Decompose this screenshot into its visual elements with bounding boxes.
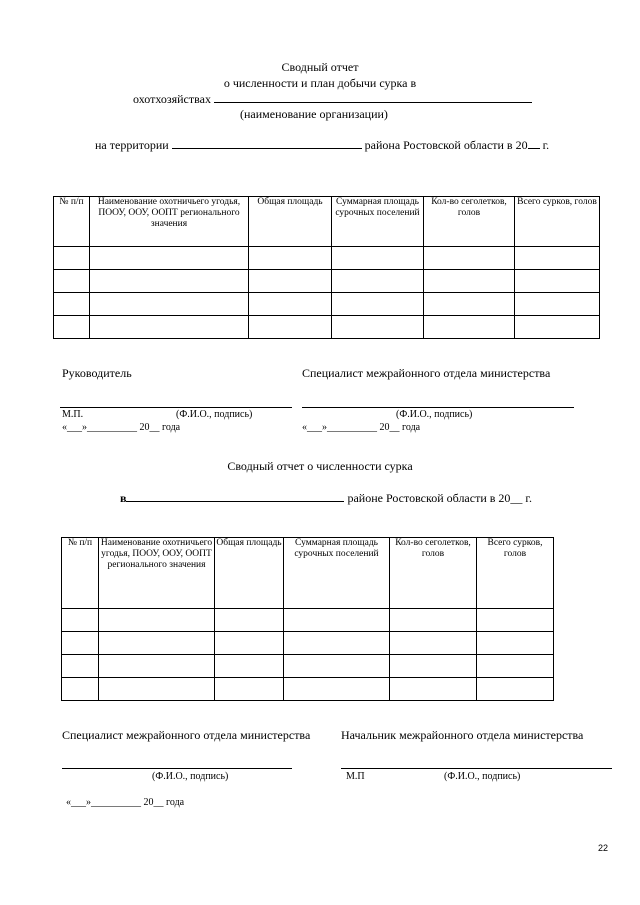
column-header: Наименование охотничьего угодья, ПООУ, ООУ, ООПТ регионального значения <box>99 538 215 609</box>
table-row <box>62 609 554 632</box>
report1-territory-year-end: г. <box>542 138 550 152</box>
column-header: Общая площадь <box>215 538 284 609</box>
report1-org-prefix: охотхозяйствах <box>133 92 211 106</box>
table-cell <box>99 609 215 632</box>
table-cell <box>99 632 215 655</box>
table-cell <box>284 609 390 632</box>
report1-date-left: «___»__________ 20__ года <box>62 422 181 433</box>
table-cell <box>62 632 99 655</box>
report2-district-blank <box>126 489 344 502</box>
table-cell <box>215 678 284 701</box>
table-cell <box>54 270 90 293</box>
report2-sign-right-line <box>341 768 612 769</box>
table-row <box>62 655 554 678</box>
report1-date-right: «___»__________ 20__ года <box>302 422 421 433</box>
report1-org-blank <box>214 90 532 103</box>
report2-date: «___»__________ 20__ года <box>66 797 185 808</box>
table-cell <box>477 655 554 678</box>
column-header: Наименование охотничьего угодья, ПООУ, ООУ, ООПТ регионального значения <box>90 197 249 247</box>
table-header-row <box>62 538 554 609</box>
table-cell <box>390 609 477 632</box>
table-row <box>54 270 600 293</box>
table-cell <box>90 316 249 339</box>
table-cell <box>284 632 390 655</box>
table-cell <box>215 655 284 678</box>
table-cell <box>90 247 249 270</box>
report1-sign-right-title: Специалист межрайонного отдела министерства <box>302 366 551 380</box>
table-cell <box>284 655 390 678</box>
table-row <box>62 678 554 701</box>
table-cell <box>99 655 215 678</box>
table-cell <box>249 270 332 293</box>
report2-sign-left-title: Специалист межрайонного отдела министерства <box>62 728 311 742</box>
report1-territory-suffix: района Ростовской области в 20 <box>364 138 528 152</box>
report2-district-line <box>120 489 532 506</box>
report2-title: Сводный отчет о численности сурка <box>227 459 413 473</box>
report1-territory-blank <box>172 136 362 149</box>
report2-district-suffix: районе Ростовской области в 20__ г. <box>347 491 532 505</box>
report1-territory-prefix: на территории <box>95 138 169 152</box>
report1-year-blank <box>528 136 540 149</box>
column-header: Общая площадь <box>249 197 332 247</box>
table-cell <box>424 316 515 339</box>
table-cell <box>515 316 600 339</box>
column-header: Суммарная площадь сурочных поселений <box>284 538 390 609</box>
table-cell <box>215 632 284 655</box>
table-cell <box>424 293 515 316</box>
table-row <box>54 293 600 316</box>
report2-district-prefix: в <box>120 491 127 505</box>
table-cell <box>249 316 332 339</box>
report2-table <box>61 537 554 701</box>
table-cell <box>90 270 249 293</box>
table-row <box>62 632 554 655</box>
column-header: Всего сурков, голов <box>515 197 600 247</box>
table-cell <box>477 609 554 632</box>
column-header: Кол-во сеголетков, голов <box>390 538 477 609</box>
column-header: № п/п <box>54 197 90 247</box>
table-cell <box>249 293 332 316</box>
report1-sign-left-fio: (Ф.И.О., подпись) <box>176 409 253 420</box>
table-cell <box>62 609 99 632</box>
column-header: Всего сурков, голов <box>477 538 554 609</box>
table-cell <box>62 655 99 678</box>
column-header: Суммарная площадь сурочных поселений <box>332 197 424 247</box>
table-cell <box>54 316 90 339</box>
table-cell <box>390 632 477 655</box>
table-cell <box>390 678 477 701</box>
table-row <box>54 316 600 339</box>
report1-sign-right-fio: (Ф.И.О., подпись) <box>396 409 473 420</box>
report1-sign-left-title: Руководитель <box>62 366 132 380</box>
table-cell <box>332 293 424 316</box>
column-header: Кол-во сеголетков, голов <box>424 197 515 247</box>
table-cell <box>99 678 215 701</box>
table-cell <box>515 293 600 316</box>
report1-territory-line <box>95 136 549 153</box>
table-cell <box>215 609 284 632</box>
table-cell <box>332 247 424 270</box>
report2-sign-right-mp: М.П <box>346 771 365 782</box>
column-header: № п/п <box>62 538 99 609</box>
table-cell <box>390 655 477 678</box>
page-number: 22 <box>598 843 609 853</box>
report2-sign-left-fio: (Ф.И.О., подпись) <box>152 771 229 782</box>
table-cell <box>284 678 390 701</box>
table-cell <box>332 270 424 293</box>
report1-org-line <box>133 90 532 107</box>
report1-sign-right-line <box>302 407 574 408</box>
report2-sign-left-line <box>62 768 292 769</box>
table-cell <box>424 247 515 270</box>
table-cell <box>515 270 600 293</box>
table-cell <box>249 247 332 270</box>
table-header-row <box>54 197 600 247</box>
report2-sign-right-title: Начальник межрайонного отдела министерства <box>341 728 584 742</box>
table-cell <box>424 270 515 293</box>
report1-sign-left-line <box>60 407 292 408</box>
report1-org-caption: (наименование организации) <box>240 107 388 121</box>
table-cell <box>515 247 600 270</box>
table-cell <box>332 316 424 339</box>
report1-table <box>53 196 600 339</box>
table-cell <box>54 247 90 270</box>
table-cell <box>90 293 249 316</box>
table-cell <box>62 678 99 701</box>
table-cell <box>54 293 90 316</box>
report2-sign-right-fio: (Ф.И.О., подпись) <box>444 771 521 782</box>
table-cell <box>477 632 554 655</box>
report1-sign-left-mp: М.П. <box>62 409 84 420</box>
report1-title-line2: о численности и план добычи сурка в <box>223 76 417 90</box>
table-cell <box>477 678 554 701</box>
report1-title-line1: Сводный отчет <box>281 60 359 74</box>
table-row <box>54 247 600 270</box>
